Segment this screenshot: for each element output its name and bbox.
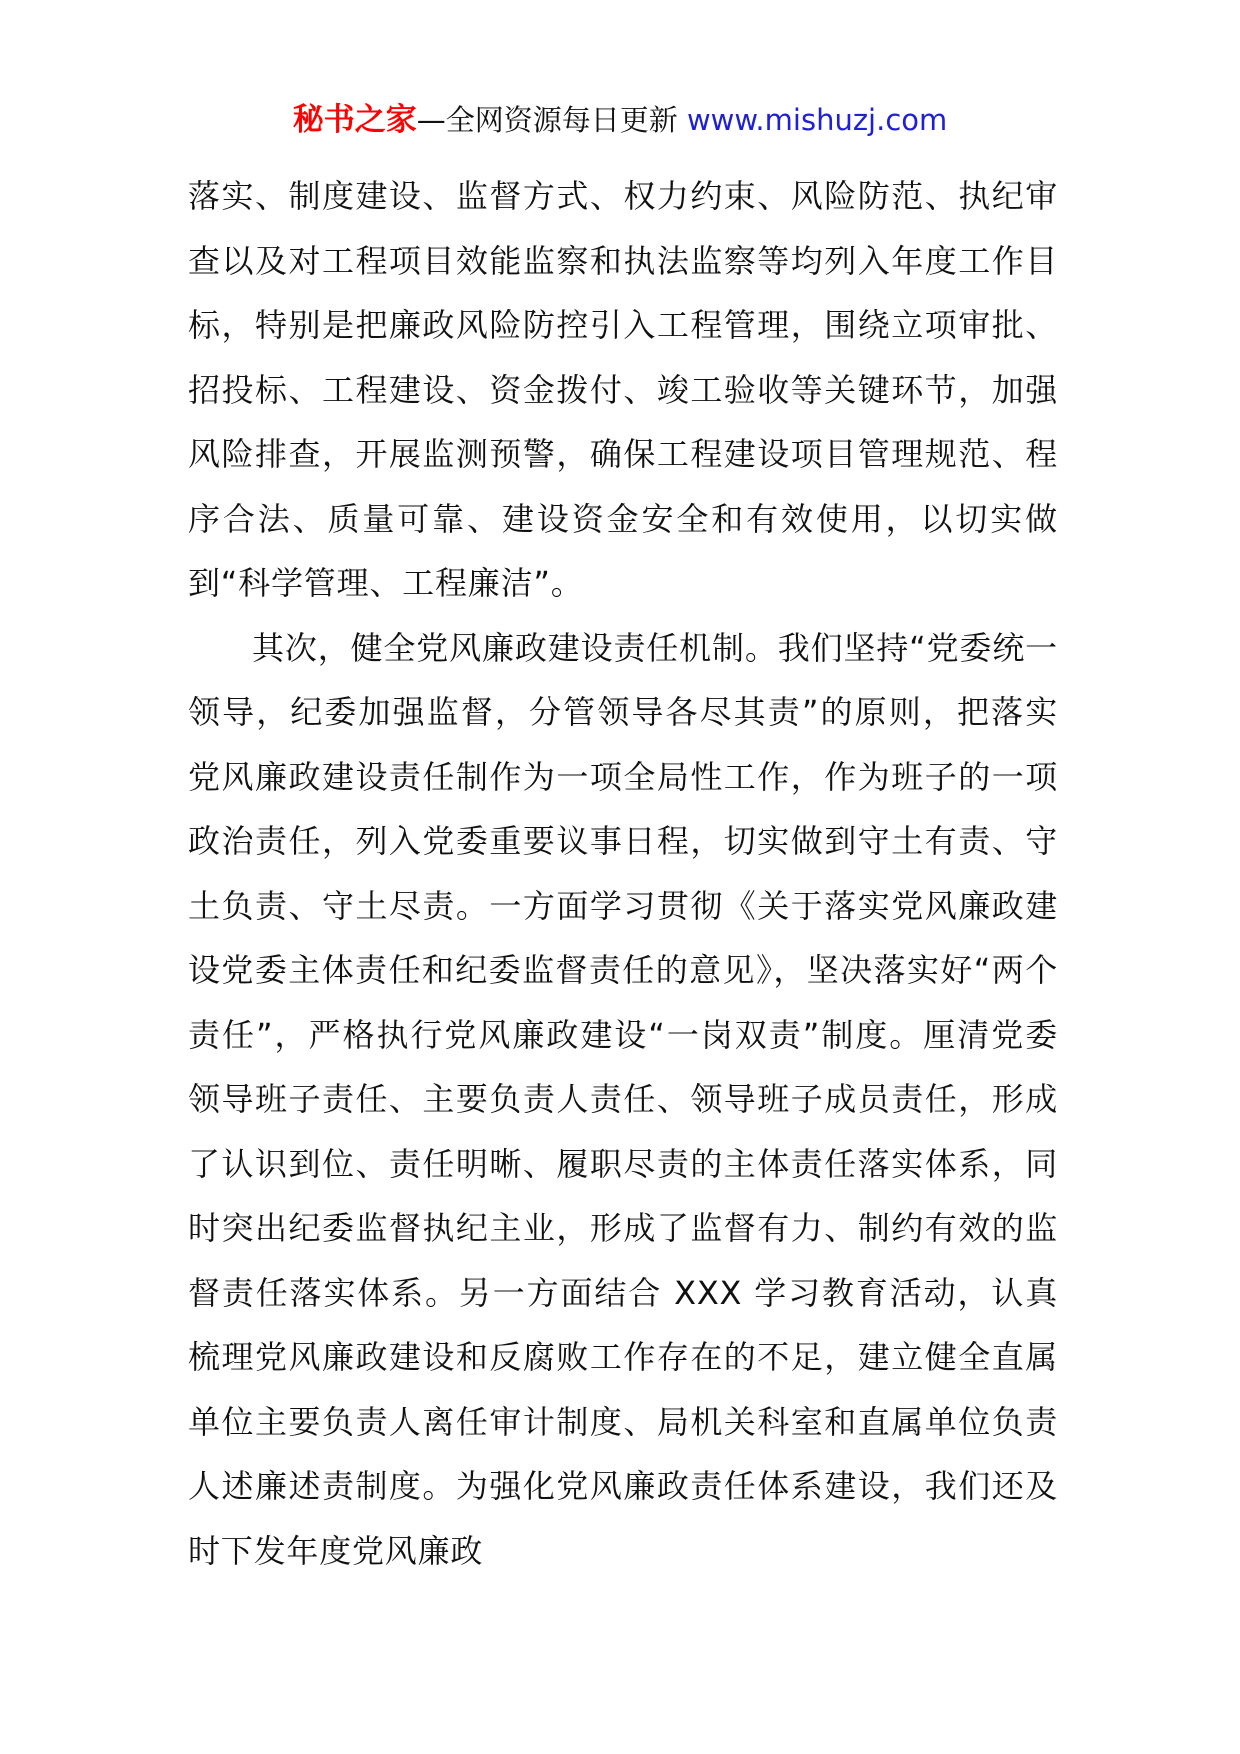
- document-body: [188, 164, 1058, 1583]
- paragraph-second: 其次，健全党风廉政建设责任机制。我们坚持“党委统一领导，纪委加强监督，分管领导各尽其责”的原则，把落实党风廉政建设责任制作为一项全局性工作，作为班子的一项政治责任，列入党委重要议事日程，切实做到守土有责、守土负责、守土尽责。一方面学习贯彻《关于落实党风廉政建设党委主体责任和纪委监督责任的意见》，坚决落实好“两个责任”，严格执行党风廉政建设“一岗双责”制度。厘清党委领导班子责任、主要负责人责任、领导班子成员责任，形成了认识到位、责任明晰、履职尽责的主体责任落实体系，同时突出纪委监督执纪主业，形成了监督有力、制约有效的监督责任落实体系。另一方面结合 XXX 学习教育活动，认真梳理党风廉政建设和反腐败工作存在的不足，建立健全直属单位主要负责人离任审计制度、局机关科室和直属单位负责人述廉述责制度。为强化党风廉政责任体系建设，我们还及时下发年度党风廉政: [188, 628, 1058, 1570]
- brand-name: 秘书之家: [292, 102, 417, 138]
- header-slogan: —全网资源每日更新: [416, 103, 687, 137]
- paragraph-continuation: 落实、制度建设、监督方式、权力约束、风险防范、执纪审查以及对工程项目效能监察和执法监察等均列入年度工作目标，特别是把廉政风险防控引入工程管理，围绕立项审批、招投标、工程建设、资金拨付、竣工验收等关键环节，加强风险排查，开展监测预警，确保工程建设项目管理规范、程序合法、质量可靠、建设资金安全和有效使用，以切实做到“科学管理、工程廉洁”。: [188, 177, 1058, 602]
- header-banner: [0, 100, 1240, 140]
- site-url-link[interactable]: www.mishuzj.com: [686, 103, 948, 137]
